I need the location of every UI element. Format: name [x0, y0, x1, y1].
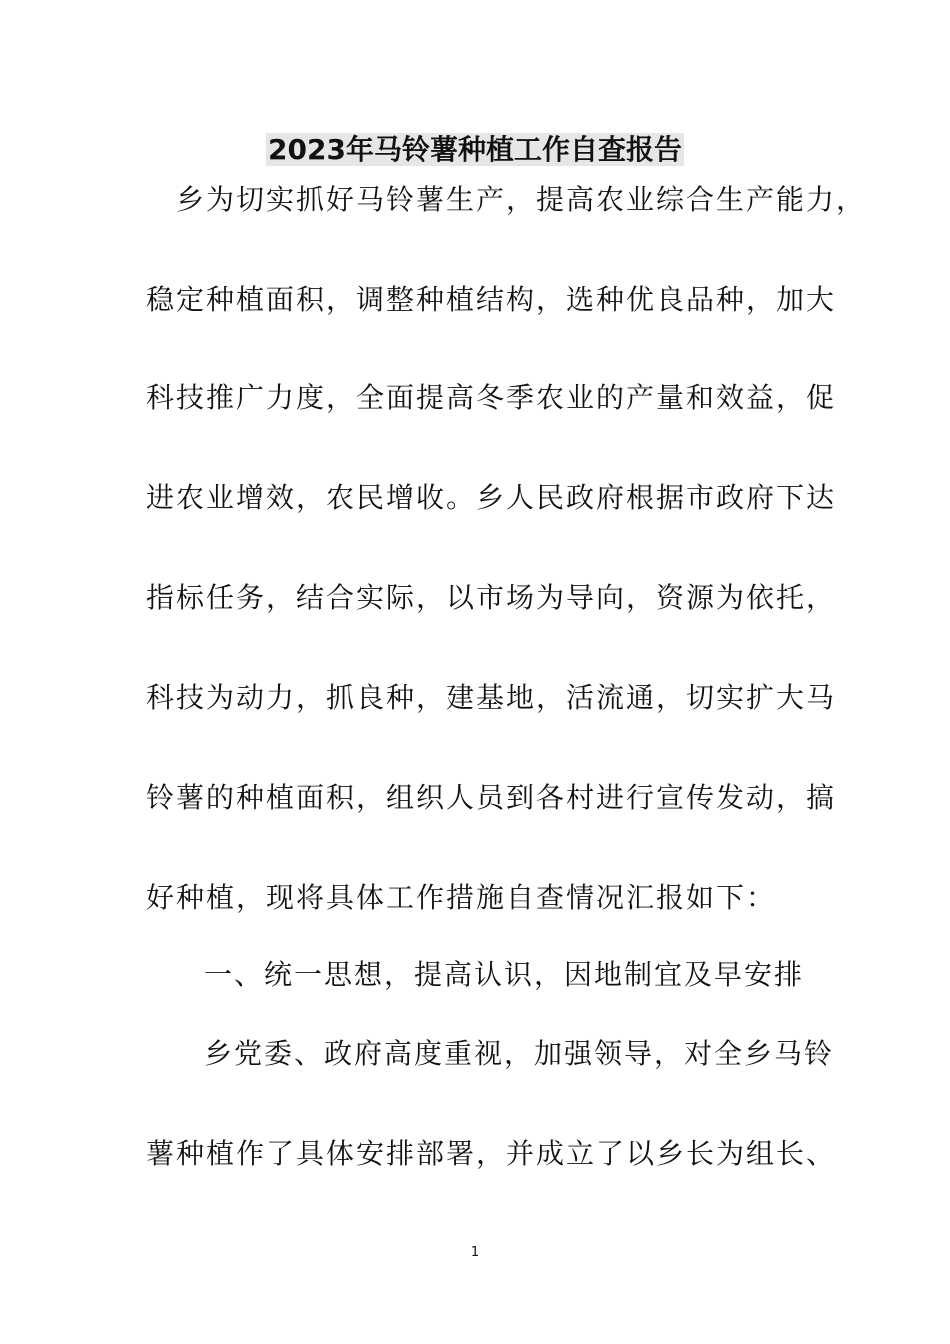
paragraph-line-text: 好种植，现将具体工作措施自查情况汇报如下：: [146, 881, 777, 914]
paragraph-line-text: 指标任务，结合实际，以市场为导向，资源为依托，: [146, 581, 837, 614]
paragraph-line-text: 薯种植作了具体安排部署，并成立了以乡长为组长、: [146, 1137, 837, 1170]
document-title-text: 2023年马铃薯种植工作自查报告: [268, 133, 682, 166]
paragraph-line-text: 进农业增效，农民增收。乡人民政府根据市政府下达: [146, 481, 837, 514]
paragraph-line-text: 乡党委、政府高度重视，加强领导，对全乡马铃: [204, 1037, 835, 1070]
paragraph-line-text: 科技为动力，抓良种，建基地，活流通，切实扩大马: [146, 681, 837, 714]
paragraph-line-text: 乡为切实抓好马铃薯生产，提高农业综合生产能力，: [176, 183, 867, 216]
paragraph-line-text: 稳定种植面积，调整种植结构，选种优良品种，加大: [146, 283, 837, 316]
section-heading-text: 一、统一思想，提高认识，因地制宜及早安排: [204, 958, 805, 991]
document-title: [0, 130, 950, 170]
paragraph-line-text: 科技推广力度，全面提高冬季农业的产量和效益，促: [146, 381, 837, 414]
paragraph-line-text: 铃薯的种植面积，组织人员到各村进行宣传发动，搞: [146, 781, 837, 814]
page-number: 1: [470, 1245, 480, 1260]
